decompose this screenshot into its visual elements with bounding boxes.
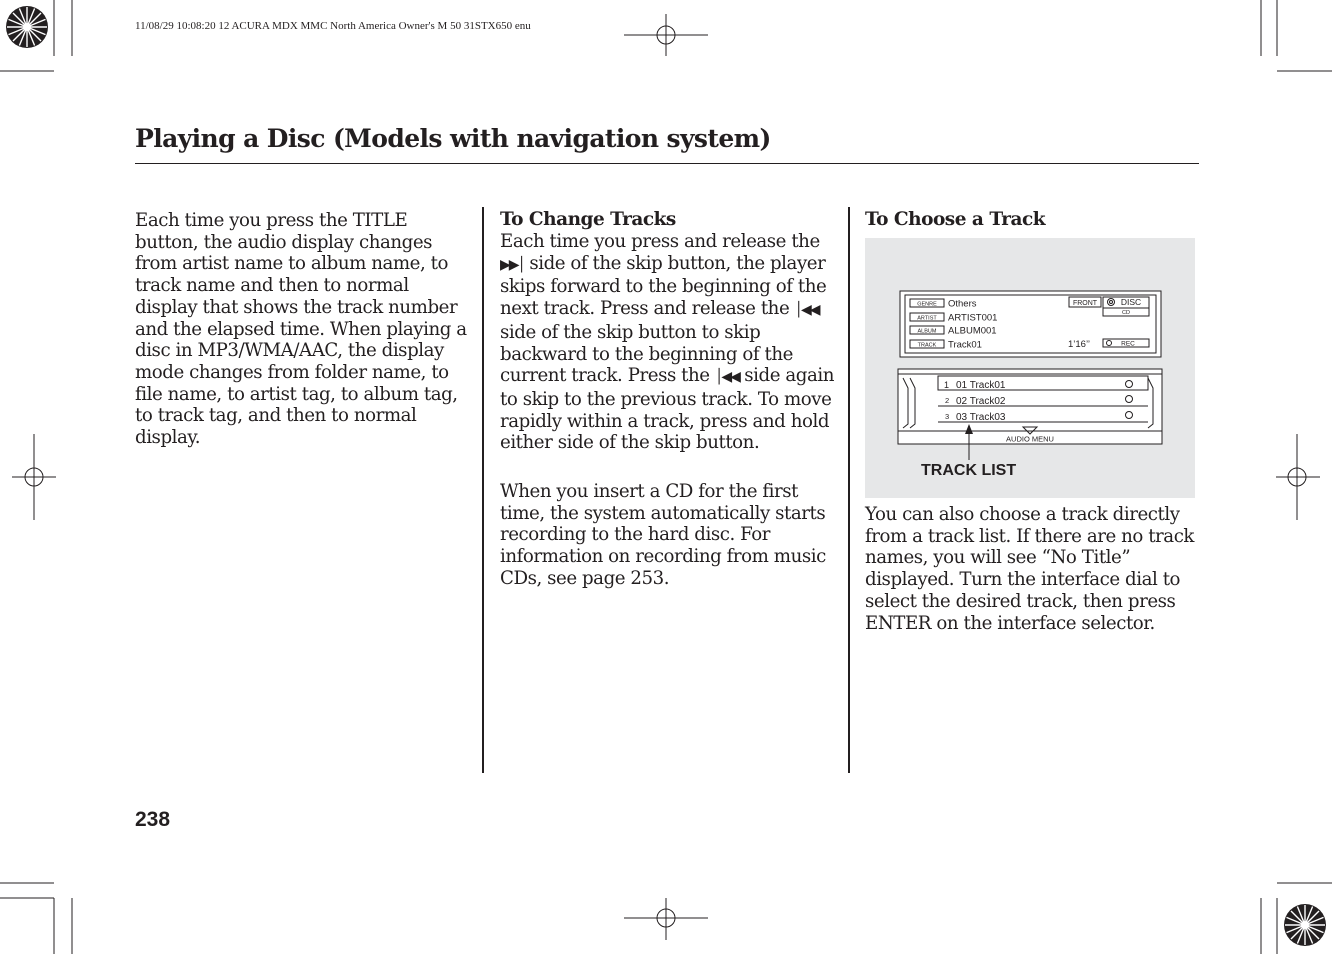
column-divider-2 [848,207,850,773]
info-artist-value: ARTIST001 [948,312,998,324]
change-tracks-paragraph [500,231,836,454]
front-button: FRONT [1072,300,1098,307]
change-tracks-heading: To Change Tracks [500,209,676,230]
track-row-1-name: 01 Track01 [956,380,1006,391]
choose-track-heading: To Choose a Track [865,209,1046,230]
rec-label: REC [1121,340,1135,348]
track-row-2-name: 02 Track02 [956,396,1006,407]
tag-genre: GENRE [917,301,937,308]
print-info-header: 11/08/29 10:08:20 12 ACURA MDX MMC North America Owner's M 50 31STX650 enu [135,20,531,32]
track-row-3-name: 03 Track03 [956,412,1006,423]
audio-screen-illustration [865,238,1195,498]
change-tracks-text-d: side again to skip to the previous track. To move rapidly within a track, press and hold either side of the skip button. [500,365,834,454]
tag-artist: ARTIST [917,315,937,322]
info-genre-value: Others [948,298,977,310]
page-title: Playing a Disc (Models with navigation system) [135,124,771,153]
tag-album: ALBUM [917,328,937,335]
disc-source-label: DISC [1120,297,1142,307]
disc-source-sub: CD [1122,310,1130,316]
elapsed-time: 1’16’’ [1068,339,1091,350]
tag-track: TRACK [917,342,937,349]
skip-back-icon: │◀◀ [714,369,739,386]
track-row-3-number: 3 [945,412,950,421]
track-list-caption: TRACK LIST [921,462,1017,479]
info-track-value: Track01 [948,339,982,351]
title-button-description: Each time you press the TITLE button, the audio display changes from artist name to album name, to track name and then to normal display that shows the track number and the elapsed time. When playing a disc in MP3/WMA/AAC, the display mode changes from folder name, to file name, to artist tag, to album tag, to track tag, and then to normal display. [135,210,467,449]
cd-recording-paragraph: When you insert a CD for the first time, the system automatically starts recording to the hard disc. For information on recording from music CDs, see page 253. [500,481,826,589]
audio-menu-label: AUDIO MENU [1006,434,1054,444]
change-tracks-text-b: side of the skip button, the player skips forward to the beginning of the next track. Press and release the [500,252,827,320]
info-album-value: ALBUM001 [948,325,997,337]
title-divider [135,163,1199,164]
choose-track-paragraph: You can also choose a track directly from a track list. If there are no track names, you will see “No Title” displayed. Turn the interface dial to select the desired track, then press ENTER on the interface selector. [865,504,1195,634]
track-row-1-number: 1 [944,380,950,390]
skip-back-icon: │◀◀ [794,302,819,319]
skip-forward-icon: ▶▶│ [500,256,524,273]
track-row-2-number: 2 [945,396,950,405]
page-number: 238 [135,808,171,831]
change-tracks-text-c: side of the skip button to skip backward to the beginning of the current track. Press the [500,321,793,387]
column-divider-1 [482,207,484,773]
change-tracks-text-a: Each time you press and release the [500,231,820,252]
